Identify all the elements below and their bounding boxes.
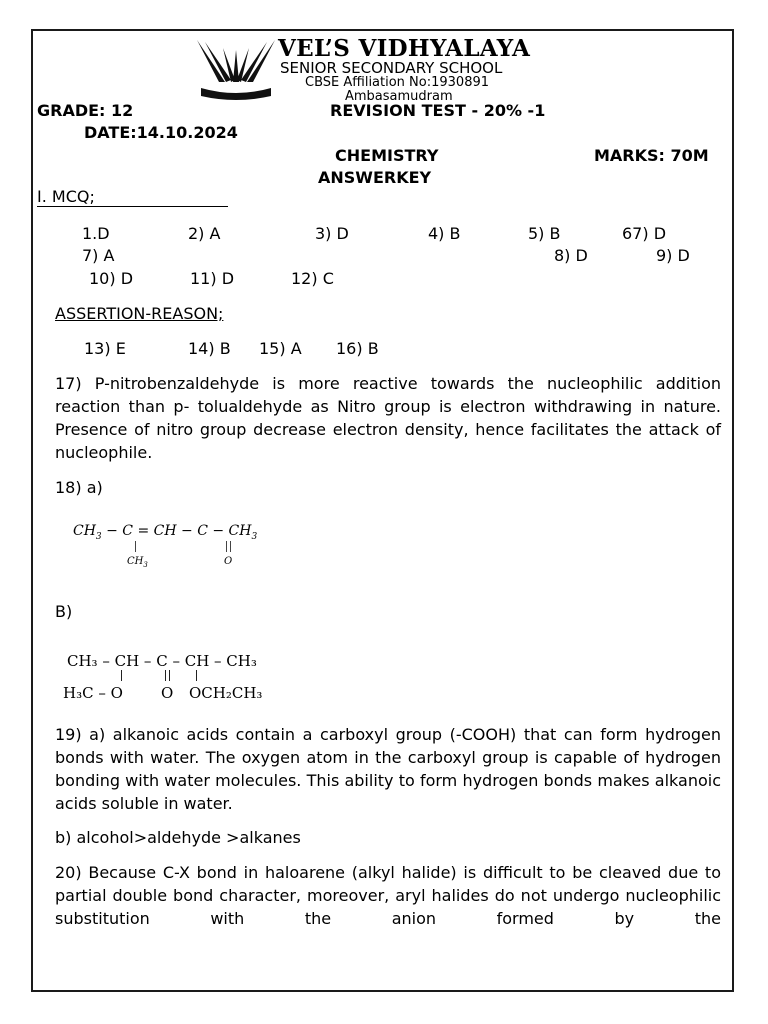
mcq-answer: 2) A [188, 224, 221, 243]
answer-18b-label: B) [55, 602, 73, 621]
mcq-answer: 9) D [656, 246, 690, 265]
mcq-answer: 12) C [291, 269, 334, 288]
school-location: Ambasamudram [345, 89, 453, 104]
mcq-answer: 67) D [622, 224, 667, 243]
grade: GRADE: 12 [37, 101, 134, 120]
answer-18a-label: 18) a) [55, 478, 103, 497]
school-logo [195, 38, 277, 104]
school-name: VEL’S VIDHYALAYA [278, 35, 531, 62]
mcq-answer: 11) D [190, 269, 235, 288]
subject: CHEMISTRY [335, 146, 439, 165]
mcq-answer: 1.D [82, 224, 110, 243]
answer-19a: 19) a) alkanoic acids contain a carboxyl group (-COOH) that can form hydrogen bonds with water. The oxygen atom in the carboxyl group is capable of hydrogen bonding with water molecules. This ability to form hydrogen bonds makes alkanoic acids soluble in water. [55, 725, 721, 813]
doc-type: ANSWERKEY [318, 168, 432, 187]
mcq-answer: 7) A [82, 246, 115, 265]
mcq-answer: 3) D [315, 224, 349, 243]
exam-date: DATE:14.10.2024 [84, 123, 238, 142]
test-name: REVISION TEST - 20% -1 [330, 101, 546, 120]
mcq-heading: I. MCQ; [37, 188, 228, 207]
affiliation: CBSE Affiliation No:1930891 [305, 75, 490, 90]
answer-19b: b) alcohol>aldehyde >alkanes [55, 828, 301, 847]
mcq-answer: 10) D [89, 269, 134, 288]
mcq-answer: 4) B [428, 224, 461, 243]
assertion-answer: 15) A [259, 339, 302, 358]
assertion-heading: ASSERTION-REASON; [55, 304, 224, 323]
assertion-answer: 13) E [84, 339, 126, 358]
answer-20: 20) Because C-X bond in haloarene (alkyl halide) is difficult to be cleaved due to partial double bond character, moreover, aryl halides do not undergo nucleophilic substitution with the anion formed by the [55, 863, 721, 928]
answer-17: 17) P-nitrobenzaldehyde is more reactive towards the nucleophilic addition reaction than p- tolualdehyde as Nitro group is electron withdrawing in nature. Presence of nitro group decrease electron density, hence facilitates the attack of nucleophile. [55, 374, 721, 462]
marks: MARKS: 70M [594, 146, 709, 165]
assertion-answer: 14) B [188, 339, 231, 358]
mcq-answer: 5) B [528, 224, 561, 243]
mcq-answer: 8) D [554, 246, 588, 265]
school-type: SENIOR SECONDARY SCHOOL [280, 59, 503, 77]
assertion-answer: 16) B [336, 339, 379, 358]
